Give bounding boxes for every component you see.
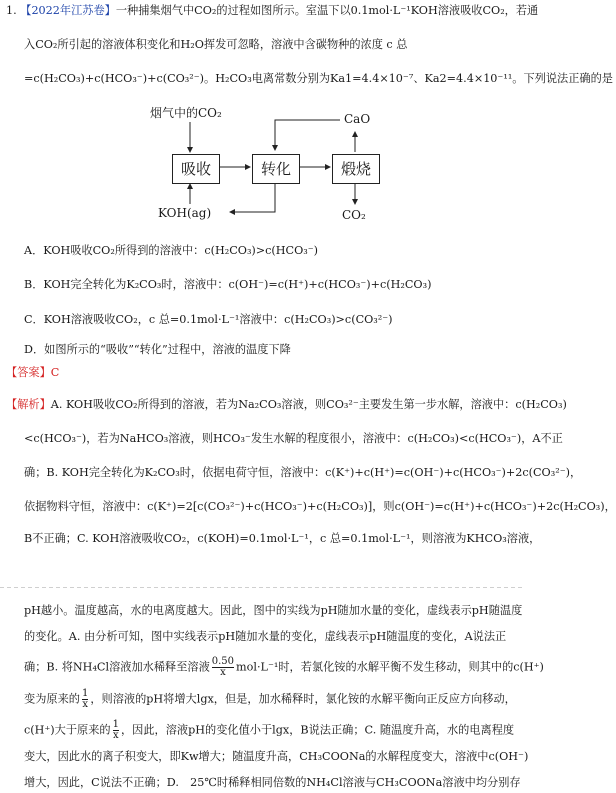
question-line-2: 入CO₂所引起的溶液体积变化和H₂O挥发可忽略，溶液中含碳物种的浓度 c 总 <box>24 38 408 51</box>
fraction-numerator: 0.50 <box>211 656 235 667</box>
analysis-text-1: A. KOH吸收CO₂所得到的溶液，若为Na₂CO₃溶液，则CO₃²⁻主要发生第一步水解，溶液中：c(H₂CO₃) <box>50 398 567 411</box>
answer-tag: 【答案】 <box>6 366 51 379</box>
fraction-one-over-x <box>82 689 88 710</box>
calcine-box: 煅烧 <box>332 154 380 184</box>
continuation-line-4 <box>24 689 525 710</box>
process-diagram <box>150 100 390 230</box>
answer-value: C <box>50 366 60 379</box>
fraction-concentration <box>212 657 234 678</box>
continuation-text-5a: c(H⁺)大于原来的 <box>24 723 111 737</box>
answer-line <box>6 366 525 380</box>
continuation-text-4b: ，则溶液的pH将增大lgx，但是，加水稀释时，氯化铵的水解平衡向正反应方向移动， <box>90 692 516 706</box>
fraction2-numerator: 1 <box>81 688 89 699</box>
question-source: 【2022年江苏卷】 <box>20 4 116 17</box>
flue-gas-label: 烟气中的CO₂ <box>150 106 222 120</box>
analysis-line-3: 确；B. KOH完全转化为K₂CO₃时，依据电荷守恒，溶液中：c(K⁺)+c(H⁺)=c(OH⁻)+c(HCO₃⁻)+2c(CO₃²⁻)， <box>24 466 582 479</box>
analysis-line-1 <box>6 398 567 412</box>
continuation-text-3a: 确；B. 将NH₄Cl溶液加水稀释至溶液 <box>24 660 210 674</box>
continuation-line-5 <box>24 720 525 741</box>
fraction2-denominator: x <box>82 699 88 710</box>
question-text-1: 一种捕集烟气中CO₂的过程如图所示。室温下以0.1mol·L⁻¹KOH溶液吸收CO₂，若通 <box>115 4 539 17</box>
continuation-line-1: pH越小。温度越高，水的电离度越大。因此，图中的实线为pH随加水量的变化，虚线表示pH随温度 <box>24 604 523 617</box>
analysis-line-2: <c(HCO₃⁻)，若为NaHCO₃溶液，则HCO₃⁻发生水解的程度很小，溶液中：c(H₂CO₃)<c(HCO₃⁻)，A不正 <box>24 432 563 445</box>
continuation-line-6: 变大，因此水的离子积变大，即Kw增大；随温度升高，CH₃COONa的水解程度变大，溶液中c(OH⁻) <box>24 750 529 763</box>
koh-label: KOH(ag) <box>158 206 212 220</box>
fraction-denominator: x <box>220 667 226 678</box>
analysis-line-5: B不正确；C. KOH溶液吸收CO₂，c(KOH)=0.1mol·L⁻¹，c 总=0.1mol·L⁻¹，则溶液为KHCO₃溶液， <box>24 532 541 545</box>
fraction3-numerator: 1 <box>112 719 119 730</box>
cao-label: CaO <box>344 112 371 126</box>
co2-product-label: CO₂ <box>342 208 366 222</box>
continuation-text-4a: 变为原来的 <box>24 692 80 706</box>
absorb-box: 吸收 <box>172 154 220 184</box>
continuation-text-3b: mol·L⁻¹时，若氯化铵的水解平衡不发生移动，则其中的c(H⁺) <box>236 660 544 674</box>
analysis-line-4: 依据物料守恒，溶液中：c(K⁺)=2[c(CO₃²⁻)+c(HCO₃⁻)+c(H₂CO₃)]，则c(OH⁻)=c(H⁺)+c(HCO₃⁻)+2c(H₂CO₃)， <box>24 500 616 513</box>
convert-box: 转化 <box>252 154 300 184</box>
page-break-divider <box>0 581 525 595</box>
question-number: 1. <box>6 4 17 17</box>
continuation-text-5b: ，因此，溶液pH的变化值小于lgx，B说法正确；C. 随温度升高，水的电离程度 <box>120 723 515 737</box>
analysis-tag: 【解析】 <box>6 398 51 411</box>
question-line-3: =c(H₂CO₃)+c(HCO₃⁻)+c(CO₃²⁻)。H₂CO₃电离常数分别为Ka1=4.4×10⁻⁷、Ka2=4.4×10⁻¹¹。下列说法正确的是 <box>24 72 613 85</box>
fraction3-denominator: x <box>112 730 119 741</box>
option-d: D．如图所示的“吸收”“转化”过程中，溶液的温度下降 <box>24 343 291 356</box>
continuation-line-2: 的变化。A. 由分析可知，图中实线表示pH随加水量的变化，虚线表示pH随温度的变化，A说法正 <box>24 630 507 643</box>
continuation-line-3 <box>24 656 544 678</box>
fraction-one-over-x-2 <box>113 720 119 741</box>
option-c: C．KOH溶液吸收CO₂，c 总=0.1mol·L⁻¹溶液中：c(H₂CO₃)>c(CO₃²⁻) <box>24 313 393 326</box>
question-line-1 <box>6 4 539 18</box>
option-a: A．KOH吸收CO₂所得到的溶液中：c(H₂CO₃)>c(HCO₃⁻) <box>24 244 319 257</box>
continuation-line-7: 增大，因此，C说法不正确；D. 25℃时稀释相同倍数的NH₄Cl溶液与CH₃COONa溶液中均分别存 <box>24 776 521 789</box>
option-b: B．KOH完全转化为K₂CO₃时，溶液中：c(OH⁻)=c(H⁺)+c(HCO₃⁻)+c(H₂CO₃) <box>24 278 432 291</box>
